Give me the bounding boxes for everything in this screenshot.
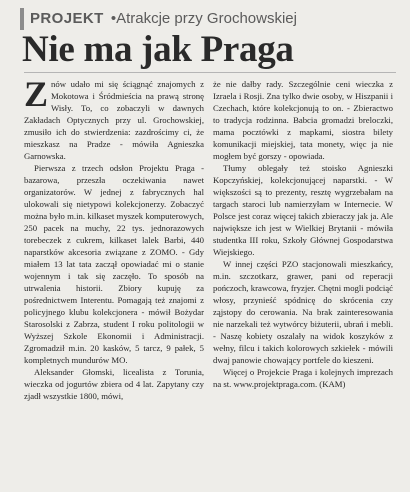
paragraph: Aleksander Głomski, licealista z Torunia, wieczka od jogurtów zbiera od 4 lat. Zapytany czy zjadł wszystkie 1800, mówi, (24, 367, 204, 401)
drop-cap: Z (24, 78, 49, 114)
kicker-section: PROJEKT (30, 10, 104, 27)
section-kicker (20, 8, 350, 30)
paragraph: Więcej o Projekcie Praga i kolejnych imprezach na st. www.projektpraga.com. (KAM) (213, 367, 393, 389)
kicker-topic: •Atrakcje przy Grochowskiej (110, 10, 297, 27)
paragraph: Pierwsza z trzech odsłon Projektu Praga - bazarowa, przeszła oczekiwania nawet organizatorów. W jednej z fabrycznych hal ulokowali się nietypowi kolekcjonerzy. Zobaczyć można było m.in. kilkaset myszek komputerowych, 250 pacek na muchy, 22 tys. jednorazowych torebeczek z cukrem, kilkaset lalek Barbi, 440 naparstków akcesoria związane z ZOMO. - Gdy miałem 13 lat tata zaczął opowiadać mi o stanie wojennym i tak się zaczęło. To sposób na utrwalenia historii. Zbiory kupuję za pośrednictwem Interentu. Pomagają też znajomi z policyjnego klubu kolekcjonera - mówił Bożydar Starosolski z Zabrza, student I roku politologii w Wyższej Szkole Ekonomii i Administracji. Zgromadził m.in. 20 kasków, 5 tarcz, 9 pałek, 5 kompletnych mundurów MO. (24, 163, 204, 365)
article-column-right (213, 78, 393, 482)
headline-rule (24, 72, 396, 73)
paragraph: W innej części PZO stacjonowali mieszkańcy, m.in. szczotkarz, grawer, pani od reperacji pończoch, krawcowa, fryzjer. Chętni mogli podciąć włosy, przynieść spódnicę do skrócenia czy ząjstopy do cerowania. Na brak zainteresowania nie narzekali też wytwórcy biżuterii, ubrań i mebli. - Naszę kobiety oszalały na widok koszyków z wełny, filcu i takich kolorowych szkiełek - mówili dwaj panowie chowający portfele do kieszeni. (213, 259, 393, 365)
paragraph: Tłumy oblegały też stoisko Agnieszki Kopczyńskiej, kolekcjonującej naparstki. - W większości są to prezenty, resztę wygrzebałam na targach staroci lub namierzyłam w Internecie. W Polsce jest coraz więcej takich zbieraczy jak ja. Ale największe ich jest w Wielkiej Brytanii - mówiła studentka III roku, Szkoły Głównej Gospodarstwa Wiejskiego. (213, 163, 393, 257)
article-column-left (24, 78, 204, 482)
paragraph: Znów udało mi się ściągnąć znajomych z Mokotowa i Śródmieścia na prawą stronę Wisły. To, co zobaczyli w dawnych Zakładach Optycznych przy ul. Grochowskiej, zmusiło ich do stwierdzenia: zazdrościmy ci, że mieszkasz na Pradze - mówiła Agnieszka Garnowska. (24, 78, 204, 161)
headline: Nie ma jak Praga (22, 29, 294, 70)
paragraph: że nie dałby rady. Szczególnie ceni wieczka z Izraela i Rosji. Zna tylko dwie osoby, w Hiszpanii i Czechach, które kolekcjonują to on. - Zbieractwo to tradycja rodzinna. Babcia gromadzi breloczki, mama pocztówki z mapkami, siostra bilety komunikacji miejskiej, tata monety, więc ja nie mogłem być gorszy - opowiada. (213, 79, 393, 161)
